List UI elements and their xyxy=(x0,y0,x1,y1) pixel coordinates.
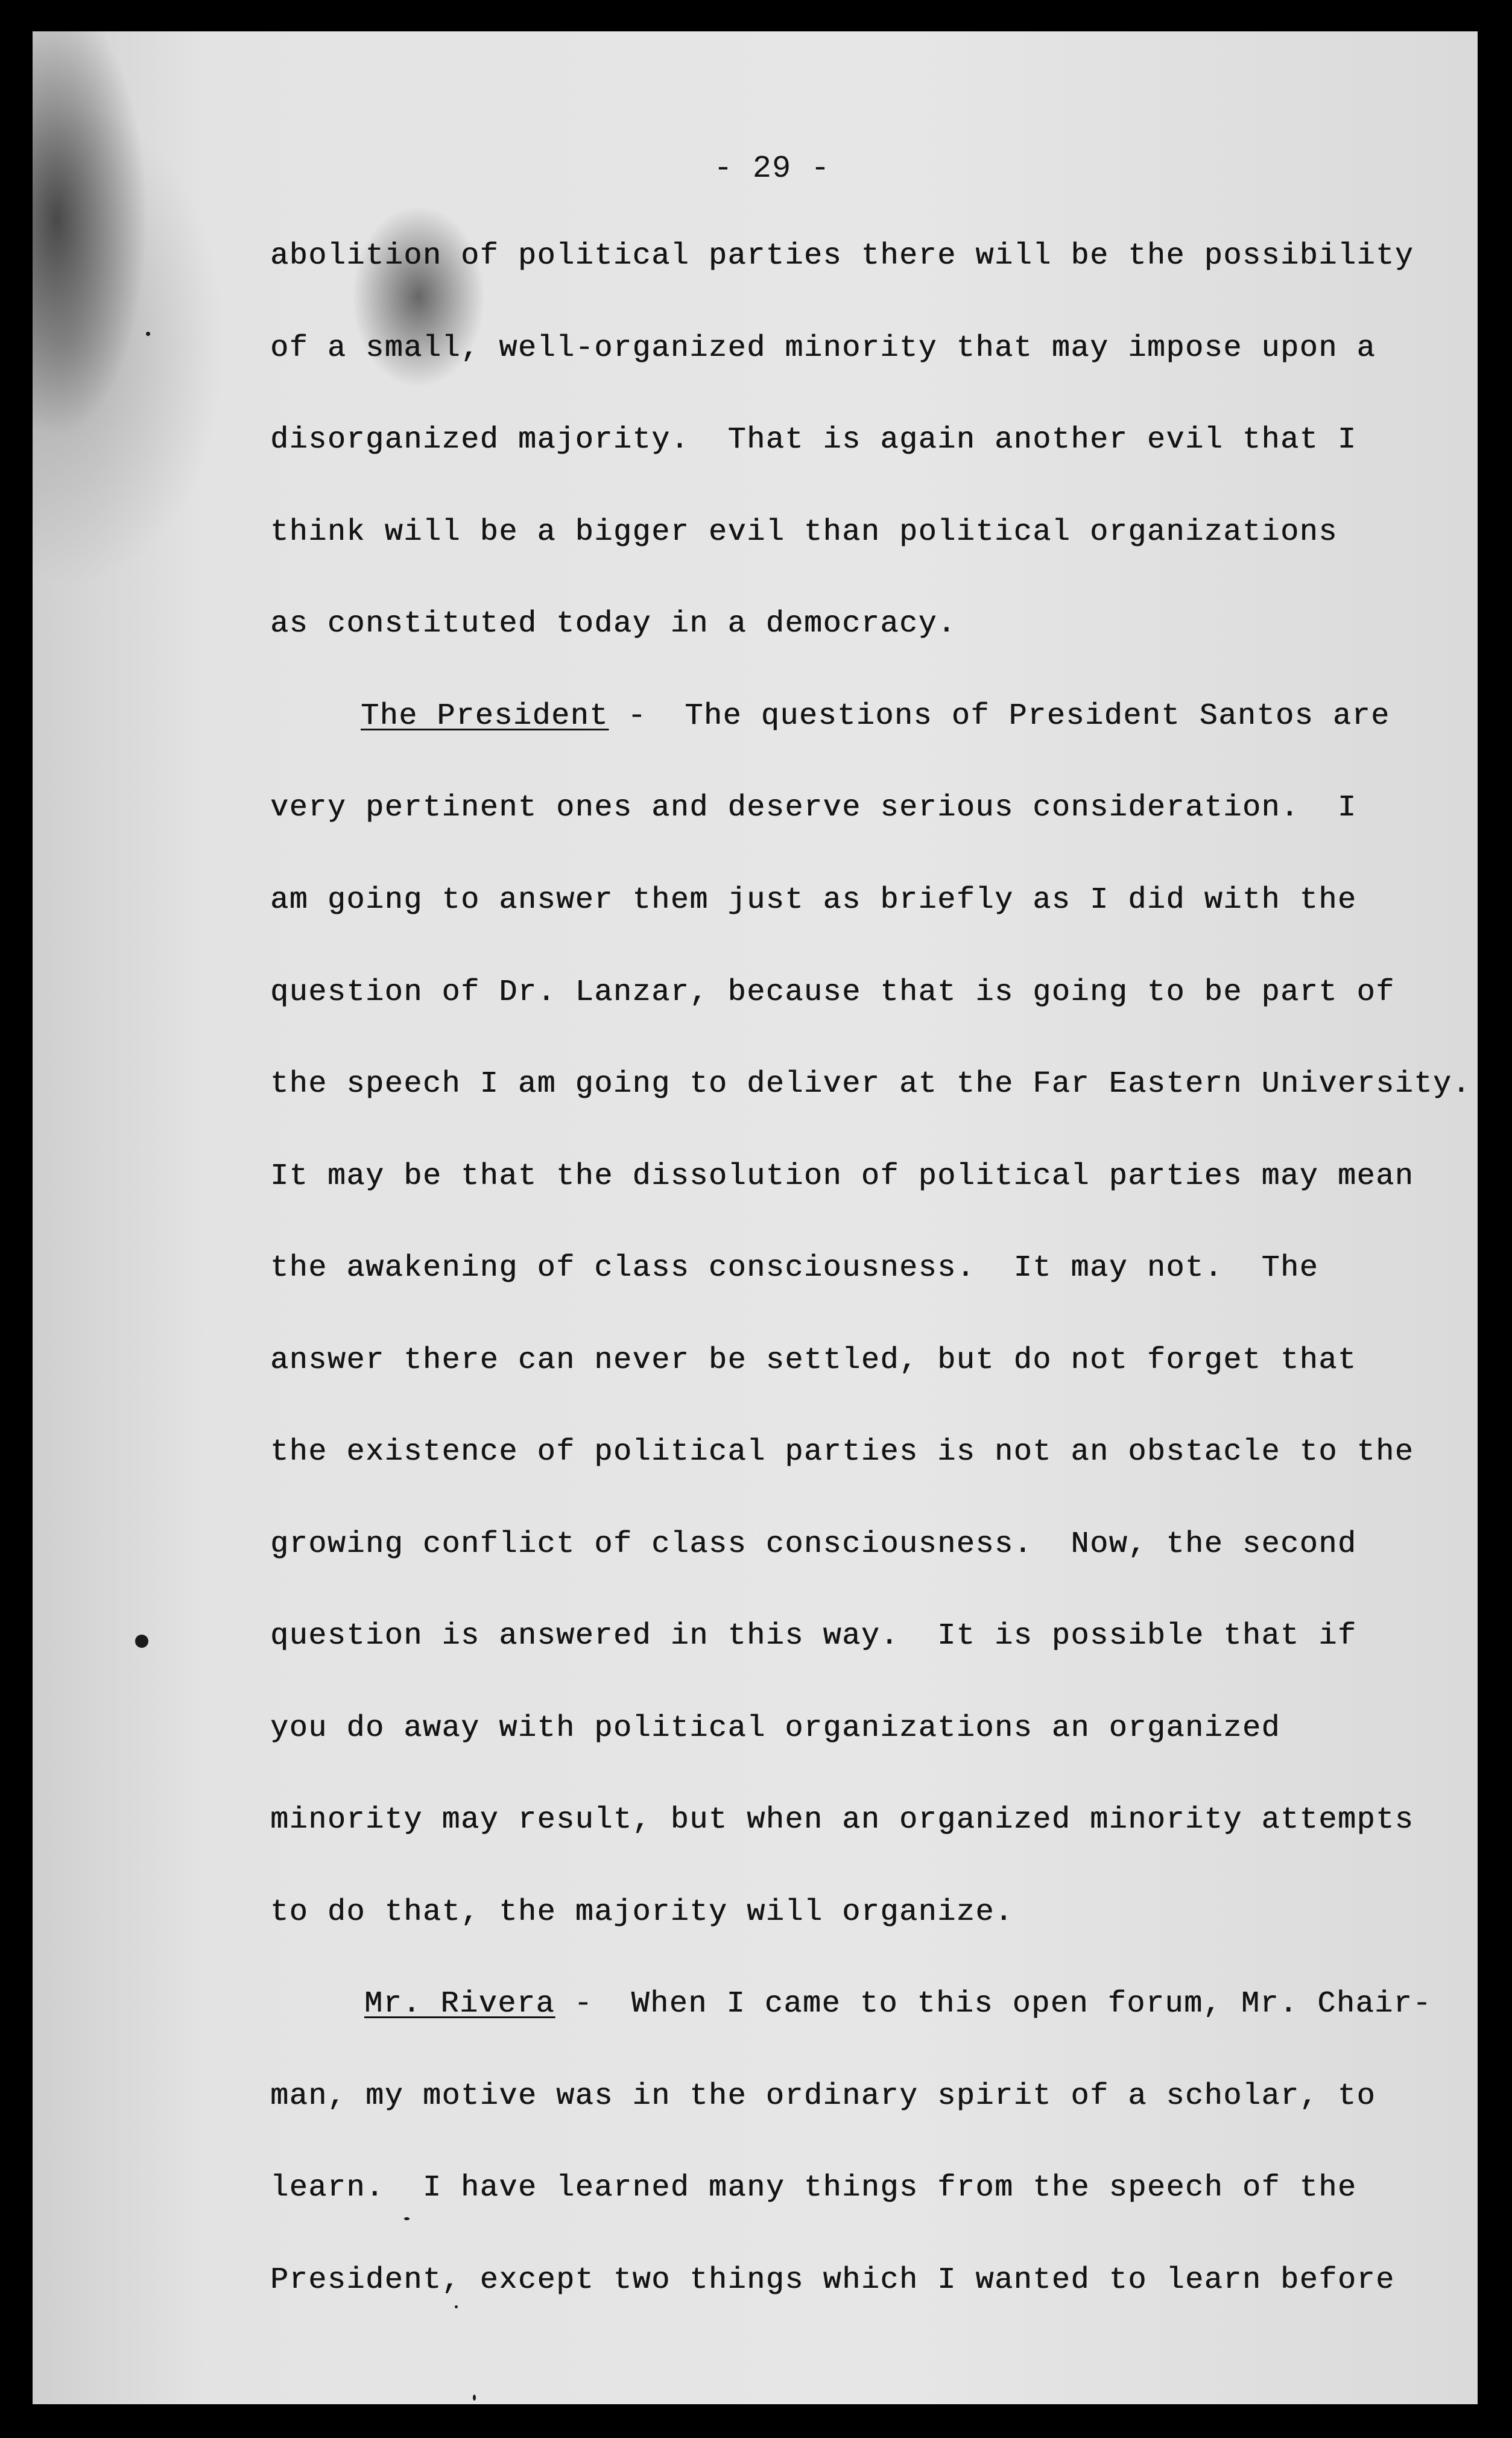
text-line: man, my motive was in the ordinary spirit of a scholar, to xyxy=(270,2079,1376,2113)
text-line: minority may result, but when an organized minority attempts xyxy=(270,1803,1414,1837)
text-line: question of Dr. Lanzar, because that is going to be part of xyxy=(270,975,1395,1010)
text-line: the speech I am going to deliver at the Far Eastern University. xyxy=(270,1067,1472,1101)
text-fragment: - The questions of President Santos are xyxy=(608,699,1390,733)
text-line: question is answered in this way. It is possible that if xyxy=(270,1619,1357,1653)
text-line: you do away with political organizations an organized xyxy=(270,1711,1281,1746)
text-line: the awakening of class consciousness. It may not. The xyxy=(270,1251,1319,1285)
paragraph-first-line xyxy=(364,1986,1432,2022)
page-number: - 29 - xyxy=(713,151,830,186)
text-line: as constituted today in a democracy. xyxy=(270,607,957,641)
text-line: President, except two things which I wanted to learn before xyxy=(270,2263,1395,2297)
paragraph-first-line xyxy=(361,698,1390,735)
text-line: growing conflict of class consciousness. Now, the second xyxy=(270,1527,1357,1562)
text-line: of a small, well-organized minority that may impose upon a xyxy=(270,331,1376,366)
text-line: disorganized majority. That is again another evil that I xyxy=(270,423,1357,457)
speaker-name: The President xyxy=(361,699,609,733)
text-line: the existence of political parties is not an obstacle to the xyxy=(270,1435,1414,1469)
text-line: to do that, the majority will organize. xyxy=(270,1895,1014,1930)
text-line: It may be that the dissolution of political parties may mean xyxy=(270,1159,1414,1194)
ink-speck xyxy=(146,332,150,336)
text-line: very pertinent ones and deserve serious consideration. I xyxy=(270,791,1357,825)
ink-speck xyxy=(455,2305,458,2308)
document-page xyxy=(33,31,1478,2404)
speaker-name: Mr. Rivera xyxy=(364,1987,555,2021)
ink-speck xyxy=(473,2395,476,2401)
text-line: am going to answer them just as briefly as I did with the xyxy=(270,883,1357,917)
ink-speck xyxy=(404,2217,410,2220)
text-fragment: - When I came to this open forum, Mr. Chair- xyxy=(555,1987,1432,2021)
text-line: learn. I have learned many things from the speech of the xyxy=(270,2171,1357,2205)
text-line: abolition of political parties there will be the possibility xyxy=(270,239,1414,273)
text-line: think will be a bigger evil than political organizations xyxy=(270,515,1338,549)
ink-speck xyxy=(135,1635,148,1648)
text-line: answer there can never be settled, but do not forget that xyxy=(270,1343,1357,1378)
